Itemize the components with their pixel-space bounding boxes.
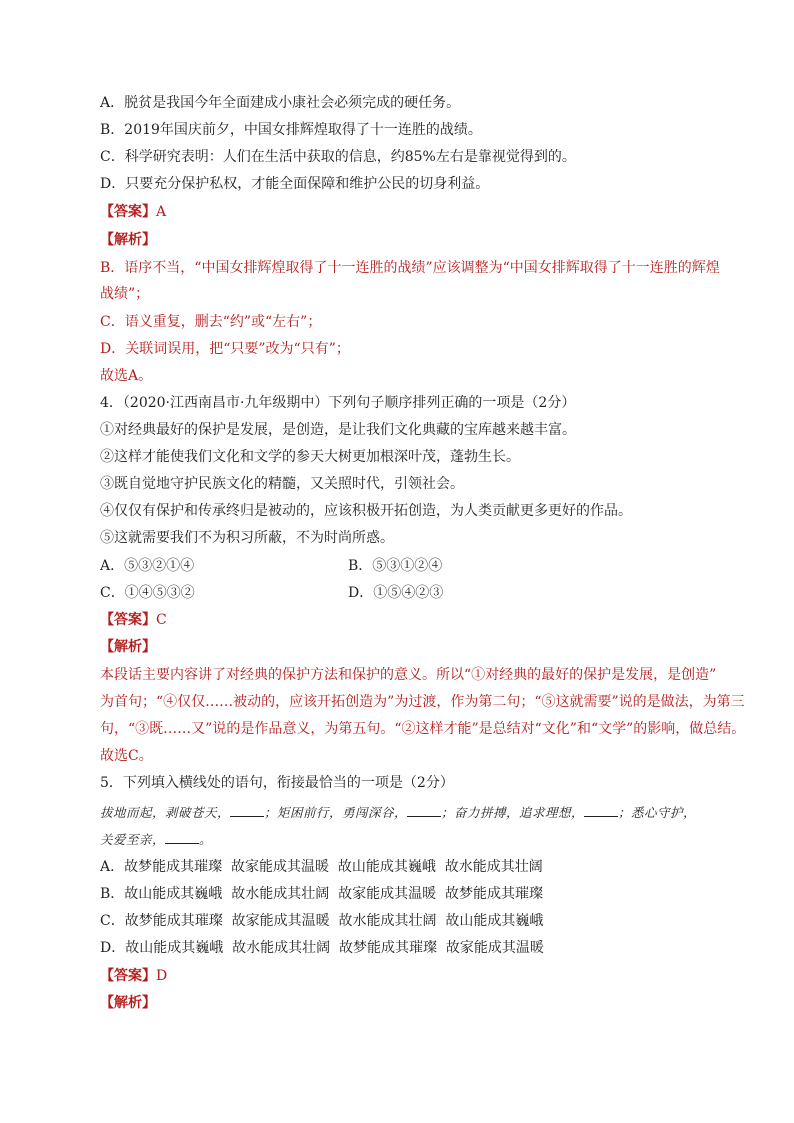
fill-blank [584, 804, 618, 817]
answer-value: D [156, 968, 168, 984]
answer-label: 【答案】 [100, 204, 156, 220]
q4-analysis-line: 故选C。 [100, 748, 153, 764]
q3-analysis-line: B．语序不当，“中国女排辉煌取得了十一连胜的战绩”应该调整为“中国女排辉取得了十一连胜的辉煌 [100, 260, 720, 276]
q3-analysis-line: 战绩”； [100, 286, 150, 302]
q5-answer [100, 966, 167, 986]
q4-answer [100, 610, 167, 630]
passage-part: 关爱至亲， [100, 832, 166, 847]
q4-analysis-line: 为首句；“④仅仅……被动的，应该开拓创造为”为过渡，作为第二句；“⑤这就需要”说的是做法，为第三 [100, 694, 745, 710]
answer-value: C [156, 612, 167, 628]
q3-answer [100, 202, 166, 222]
passage-end: 。 [199, 832, 213, 847]
answer-label: 【答案】 [100, 968, 156, 984]
q3-analysis-line: C．语义重复，删去“约”或“左右”； [100, 314, 322, 330]
passage-part: ；悉心守护， [618, 805, 697, 820]
q5-passage-line-1 [100, 803, 696, 823]
q5-option-c: C．故梦能成其璀璨 故家能成其温暖 故水能成其壮阔 故山能成其巍峨 [100, 913, 544, 929]
passage-part: ；奋力拼搏，追求理想， [441, 805, 585, 820]
answer-value: A [156, 204, 167, 220]
q3-option-a: A．脱贫是我国今年全面建成小康社会必须完成的硬任务。 [100, 95, 461, 111]
q4-analysis-line: 本段话主要内容讲了对经典的保护方法和保护的意义。所以“①对经典的最好的保护是发展，是创造” [100, 667, 717, 683]
fill-blank [407, 804, 441, 817]
passage-part: ；矩困前行，勇闯深谷， [264, 805, 408, 820]
q3-option-c: C．科学研究表明：人们在生活中获取的信息，约85%左右是靠视觉得到的。 [100, 149, 576, 165]
q4-sentence: ①对经典最好的保护是发展，是创造，是让我们文化典藏的宝库越来越丰富。 [100, 422, 576, 438]
q3-analysis-line: 故选A。 [100, 368, 153, 384]
q4-option-a: A．⑤③②①④ [100, 558, 195, 574]
q4-analysis-label: 【解析】 [100, 639, 156, 655]
q3-analysis-label: 【解析】 [100, 232, 156, 248]
q5-stem: 5．下列填入横线处的语句，衔接最恰当的一项是（2分） [100, 775, 454, 791]
q4-option-b: B．⑤③①②④ [348, 558, 443, 574]
q3-analysis-line: D．关联词误用，把“只要”改为“只有”； [100, 341, 350, 357]
q5-option-a: A．故梦能成其璀璨 故家能成其温暖 故山能成其巍峨 故水能成其壮阔 [100, 859, 543, 875]
q5-option-b: B．故山能成其巍峨 故水能成其壮阔 故家能成其温暖 故梦能成其璀璨 [100, 886, 543, 902]
q4-sentence: ④仅仅有保护和传承终归是被动的，应该积极开拓创造，为人类贡献更多更好的作品。 [100, 503, 632, 519]
q4-option-c: C．①④⑤③② [100, 585, 195, 601]
q3-option-b: B．2019年国庆前夕，中国女排辉煌取得了十一连胜的战绩。 [100, 122, 482, 138]
q4-sentence: ③既自觉地守护民族文化的精髓，又关照时代，引领社会。 [100, 476, 464, 492]
passage-part: 拔地而起，剥破苍天， [100, 805, 231, 820]
q4-option-d: D．①⑤④②③ [348, 585, 444, 601]
q3-option-d: D．只要充分保护私权，才能全面保障和维护公民的切身利益。 [100, 176, 490, 192]
q5-passage-line-2 [100, 830, 212, 850]
q5-analysis-label: 【解析】 [100, 995, 156, 1011]
q5-option-d: D．故山能成其巍峨 故水能成其壮阔 故梦能成其璀璨 故家能成其温暖 [100, 940, 544, 956]
answer-label: 【答案】 [100, 612, 156, 628]
q4-stem: 4．（2020·江西南昌市·九年级期中）下列句子顺序排列正确的一项是（2分） [100, 395, 576, 411]
fill-blank [165, 831, 199, 844]
q4-sentence: ②这样才能使我们文化和文学的参天大树更加根深叶茂，蓬勃生长。 [100, 449, 520, 465]
q4-sentence: ⑤这就需要我们不为积习所蔽，不为时尚所惑。 [100, 530, 394, 546]
fill-blank [230, 804, 264, 817]
q4-analysis-line: 句，“③既……又”说的是作品意义，为第五句。“②这样才能”是总结对“文化”和“文学”的影响，做总结。 [100, 721, 746, 737]
